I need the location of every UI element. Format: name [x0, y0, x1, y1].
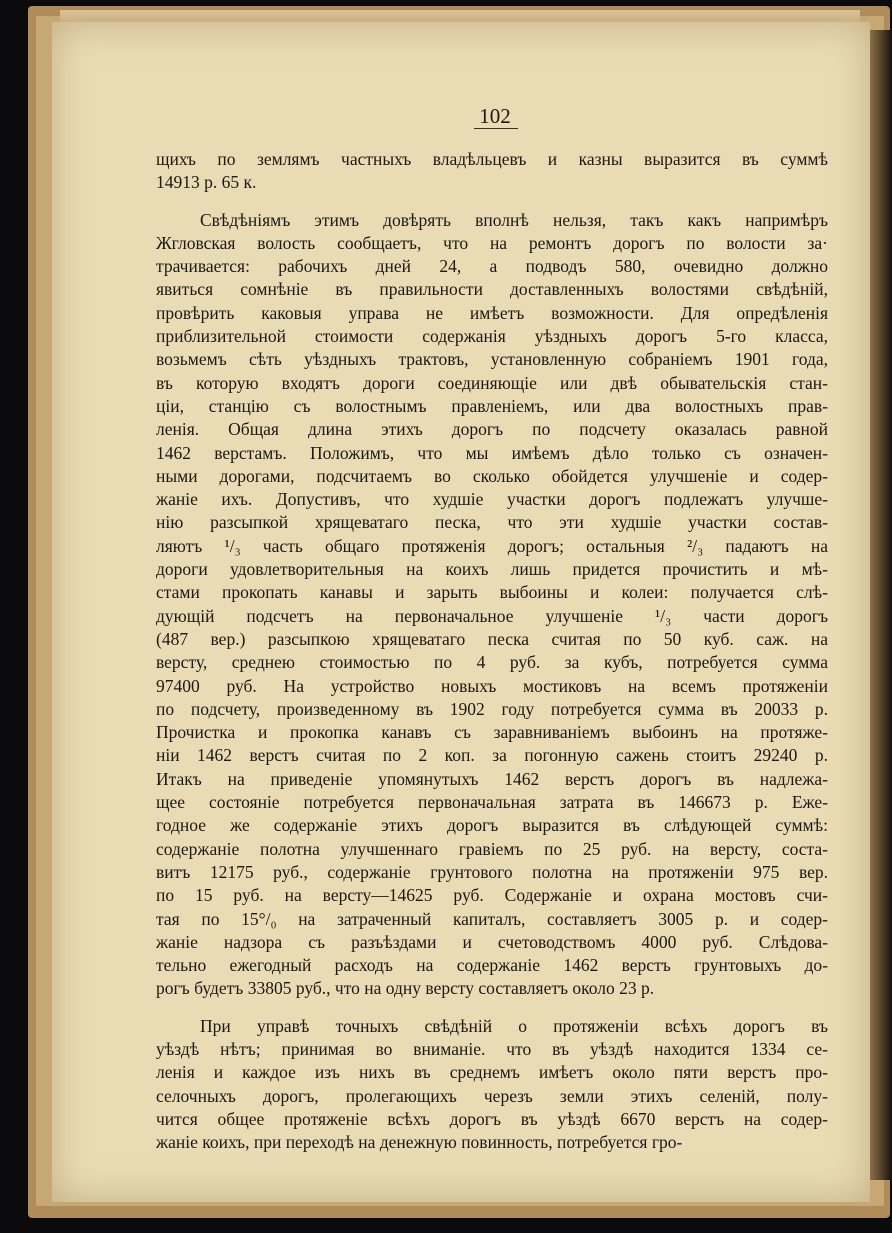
text-line: содержаніе полотна улучшеннаго гравіемъ по 25 руб. на версту, соста- — [156, 838, 828, 859]
text-line: ленія. Общая длина этихъ дорогъ по подсчету оказалась равной — [156, 419, 828, 440]
text-line: трачивается: рабочихъ дней 24, а подводъ 580, очевидно должно — [156, 256, 828, 277]
text-line: Свѣдѣніямъ этимъ довѣрять вполнѣ нельзя, такъ какъ напримѣръ — [200, 209, 828, 230]
text-line: уѣздѣ нѣтъ; принимая во вниманіе. что въ уѣздѣ находится 1334 се- — [156, 1038, 828, 1059]
binding-shadow — [870, 30, 892, 1180]
text-line: ными дорогами, подсчитаемъ во сколько обойдется улучшеніе и содер- — [156, 465, 828, 486]
text-line: витъ 12175 руб., содержаніе грунтового полотна на протяженіи 975 вер. — [156, 861, 828, 882]
text-line: 97400 руб. На устройство новыхъ мостиковъ на всемъ протяженіи — [156, 675, 828, 696]
text-line: нію разсыпкой хрящеватаго песка, что эти худшіе участки состав- — [156, 512, 828, 533]
text-line: явиться сомнѣніе въ правильности доставленныхъ волостями свѣдѣній, — [156, 279, 828, 300]
paragraph — [156, 1015, 828, 1155]
page-number-underline — [474, 128, 518, 129]
text-line: провѣрить каковыя управа не имѣетъ возможности. Для опредѣленія — [156, 302, 828, 323]
text-line: версту, среднею стоимостью по 4 руб. за кубъ, потребуется сумма — [156, 652, 828, 673]
text-line: ніи 1462 верстъ считая по 2 коп. за погонную сажень стоитъ 29240 р. — [156, 745, 828, 766]
text-line: щее состояніе потребуется первоначальная затрата въ 146673 р. Еже- — [156, 792, 828, 813]
text-line: селочныхъ дорогъ, пролегающихъ черезъ земли этихъ селеній, полу- — [156, 1085, 828, 1106]
text-line: Жгловская волость сообщаетъ, что на ремонтъ дорогъ по волости за· — [156, 232, 828, 253]
text-line: чится общее протяженіе всѣхъ дорогъ въ уѣздѣ 6670 верстъ на содер- — [156, 1108, 828, 1129]
text-line: жаніе ихъ. Допустивъ, что худшіе участки дорогъ подлежатъ улучше- — [156, 489, 828, 510]
text-line: жаніе коихъ, при переходѣ на денежную повинность, потребуется гро- — [156, 1132, 683, 1153]
page-number: 102 — [479, 104, 511, 128]
text-line: ляютъ ¹/₃ часть общаго протяженія дорогъ; остальныя ²/₃ падаютъ на — [156, 535, 828, 556]
paragraph — [156, 148, 828, 195]
text-line: 14913 р. 65 к. — [156, 172, 257, 193]
text-line: по 15 руб. на версту—14625 руб. Содержаніе и охрана мостовъ счи- — [156, 885, 828, 906]
text-line: жаніе надзора съ разъѣздами и счетоводствомъ 4000 руб. Слѣдова- — [156, 931, 828, 952]
text-line: по подсчету, произведенному въ 1902 году потребуется сумма въ 20033 р. — [156, 698, 828, 719]
text-line: (487 вер.) разсыпкою хрящеватаго песка считая по 50 куб. саж. на — [156, 628, 828, 649]
text-line: 1462 верстамъ. Положимъ, что мы имѣемъ дѣло только съ означен- — [156, 442, 828, 463]
text-line: дороги удовлетворительныя на коихъ лишь придется прочистить и мѣ- — [156, 559, 828, 580]
text-line: Прочистка и прокопка канавъ съ заравниваніемъ выбоинъ на протяже- — [156, 722, 828, 743]
page-text — [156, 148, 828, 1154]
text-line: дующій подсчетъ на первоначальное улучшеніе ¹/₃ части дорогъ — [156, 605, 828, 626]
text-line: щихъ по землямъ частныхъ владѣльцевъ и казны выразится въ суммѣ — [156, 149, 828, 169]
text-line: приблизительной стоимости содержанія уѣздныхъ дорогъ 5-го класса, — [156, 326, 828, 347]
text-line: тельно ежегодный расходъ на содержаніе 1462 верстъ грунтовыхъ до- — [156, 955, 828, 976]
text-line: ціи, станцію съ волостнымъ правленіемъ, или два волостныхъ прав- — [156, 395, 828, 416]
text-line: тая по 15°/₀ на затраченный капиталъ, составляетъ 3005 р. и содер- — [156, 908, 828, 929]
text-line: возьмемъ сѣть уѣздныхъ трактовъ, установленную собраніемъ 1901 года, — [156, 349, 828, 370]
paragraph-gap — [156, 195, 828, 209]
paragraph-gap — [156, 1001, 828, 1015]
paragraph — [156, 209, 828, 1001]
text-line: въ которую входятъ дороги соединяющіе или двѣ обывательскія стан- — [156, 372, 828, 393]
text-line: годное же содержаніе этихъ дорогъ выразится въ слѣдующей суммѣ: — [156, 815, 828, 836]
text-line: стами прокопать канавы и зарыть выбоины и колеи: получается слѣ- — [156, 582, 828, 603]
text-line: рогъ будетъ 33805 руб., что на одну версту составляетъ около 23 р. — [156, 978, 655, 999]
text-line: Итакъ на приведеніе упомянутыхъ 1462 верстъ дорогъ въ надлежа- — [156, 768, 828, 789]
text-line: ленія и каждое изъ нихъ въ среднемъ имѣетъ около пяти верстъ про- — [156, 1062, 828, 1083]
text-line: При управѣ точныхъ свѣдѣній о протяженіи всѣхъ дорогъ въ — [200, 1015, 828, 1036]
